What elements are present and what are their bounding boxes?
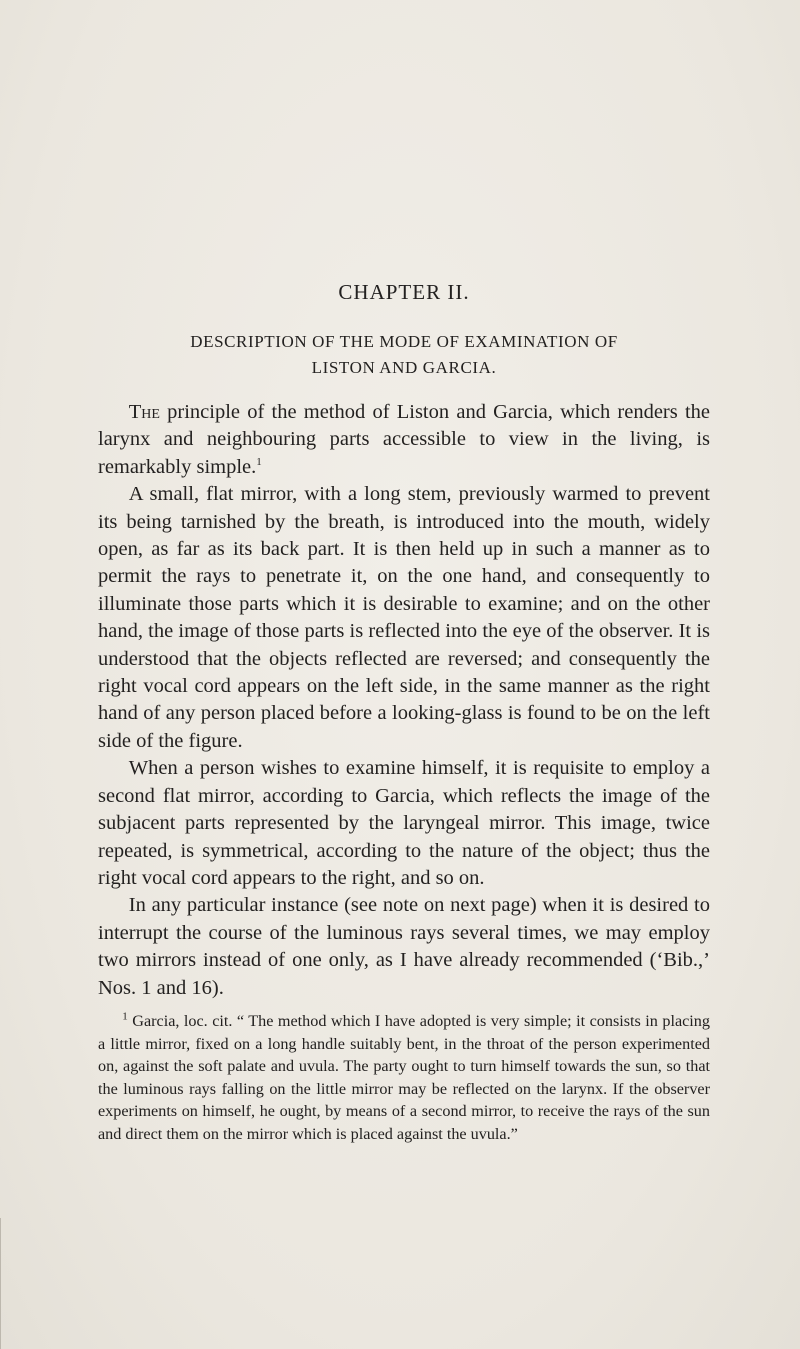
footnote [98,1010,710,1146]
paragraph-1 [98,399,710,481]
paragraph-1-text: principle of the method of Liston and Garcia, which renders the larynx and neighbouring parts accessible to view in the living, is remarkably simple. [98,401,710,478]
footnote-reference: 1 [256,455,262,468]
paragraph-2: A small, flat mirror, with a long stem, previously warmed to prevent its being tarnished by the breath, is introduced into the mouth, widely open, as far as its back part. It is then held up in such a manner as to permit the rays to penetrate it, on the one hand, and consequently to illuminate those parts which it is desirable to examine; and on the other hand, the image of those parts is reflected into the eye of the observer. It is understood that the objects reflected are reversed; and consequently the right vocal cord appears on the left side, in the same manner as the right hand of any person placed before a looking-glass is found to be on the left side of the figure. [98,483,710,752]
section-heading [98,329,710,381]
chapter-title: CHAPTER II. [338,280,470,304]
paragraph-4: In any particular instance (see note on next page) when it is desired to interrupt the course of the luminous rays several times, we may employ two mirrors instead of one only, as I have already recommended (‘Bib.,’ Nos. 1 and 16). [98,894,710,999]
body-text [98,399,710,1002]
section-heading-line-2: LISTON AND GARCIA. [311,358,497,377]
paragraph-3: When a person wishes to examine himself, it is requisite to employ a second flat mirror, according to Garcia, which reflects the image of the subjacent parts represented by the laryngeal mirror. This image, twice repeated, is symmetrical, according to the nature of the object; thus the right vocal cord appears to the right, and so on. [98,757,710,889]
page-edge-line [0,1218,1,1349]
page-content [98,280,710,1146]
paragraph-1-lead-word: The [128,401,160,423]
section-heading-line-1: DESCRIPTION OF THE MODE OF EXAMINATION OF [190,332,618,351]
footnote-text: Garcia, loc. cit. “ The method which I have adopted is very simple; it consists in placing a little mirror, fixed on a long handle suitably bent, in the throat of the person experimented on, against the soft palate and uvula. The party ought to turn himself towards the sun, so that the luminous rays falling on the little mirror may be reflected on the larynx. If the observer experiments on himself, he ought, by means of a second mirror, to receive the rays of the sun and direct them on the mirror which is placed against the uvula.” [98,1011,710,1143]
footnote-marker: 1 [122,1010,128,1023]
